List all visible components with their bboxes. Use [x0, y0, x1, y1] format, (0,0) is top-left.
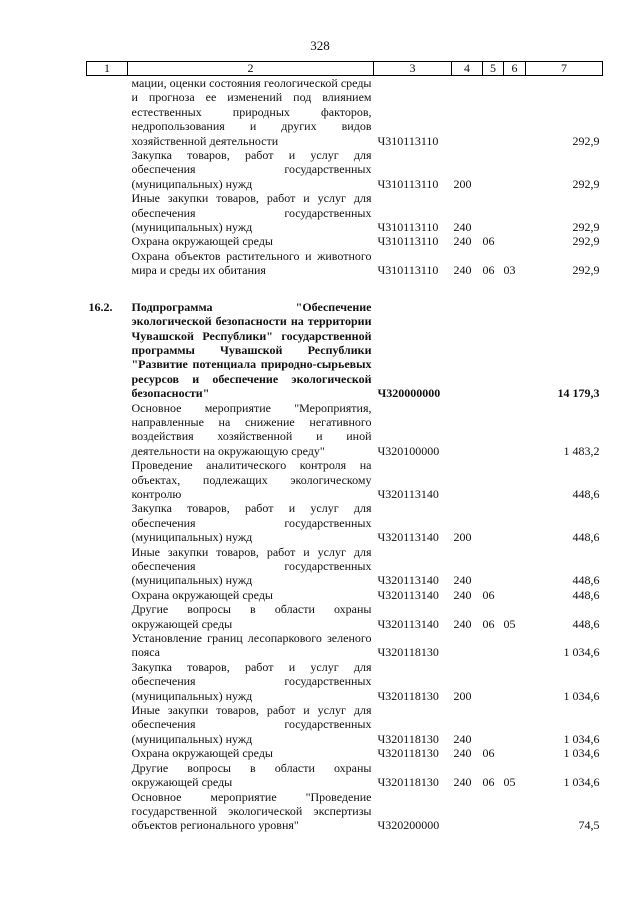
row-subsection — [504, 234, 526, 248]
row-code: Ч310113110 — [377, 263, 439, 278]
row-index — [87, 458, 128, 501]
row-code: Ч320113140 — [377, 486, 439, 501]
header-row — [87, 62, 603, 76]
row-index — [87, 602, 128, 631]
row-name: Охрана окружающей среды — [131, 746, 273, 761]
row-section — [483, 76, 504, 149]
row-section — [483, 790, 504, 833]
row-section — [483, 401, 504, 459]
row-subsection — [504, 148, 526, 191]
row-expense-type: 240 — [453, 234, 472, 249]
row-amount: 448,6 — [572, 486, 600, 501]
row-index — [87, 401, 128, 459]
row-name: Охрана окружающей среды — [131, 234, 273, 249]
row-subsection — [504, 660, 526, 703]
table-body — [87, 76, 603, 833]
row-expense-type: 240 — [453, 220, 472, 235]
row-section — [483, 300, 504, 401]
page-number: 328 — [310, 38, 330, 53]
header-cell: 7 — [526, 62, 603, 76]
row-name: Другие вопросы в области охраны окружающей среды — [131, 602, 372, 631]
row-expense-type: 200 — [453, 176, 472, 191]
row-amount: 448,6 — [572, 616, 600, 631]
row-subsection: 05 — [503, 775, 516, 790]
table-row — [87, 631, 603, 660]
spacer-row — [87, 278, 603, 300]
row-index — [87, 631, 128, 660]
table-row — [87, 234, 603, 248]
row-code: Ч310113110 — [377, 133, 439, 148]
row-index — [87, 761, 128, 790]
row-expense-type — [452, 458, 483, 501]
row-section: 06 — [482, 587, 495, 602]
row-amount: 448,6 — [572, 587, 600, 602]
row-index — [87, 234, 128, 248]
table-row — [87, 790, 603, 833]
row-index — [87, 660, 128, 703]
row-name: Проведение аналитического контроля на объектах, подлежащих экологическому контролю — [131, 458, 372, 501]
row-amount: 1 034,6 — [563, 731, 600, 746]
row-expense-type: 240 — [453, 616, 472, 631]
row-expense-type — [452, 790, 483, 833]
row-code: Ч310113110 — [377, 176, 439, 191]
budget-table — [86, 61, 603, 833]
row-code: Ч310113110 — [377, 220, 439, 235]
row-subsection — [504, 458, 526, 501]
row-code: Ч320113140 — [377, 616, 439, 631]
row-subsection — [504, 545, 526, 588]
row-amount: 1 034,6 — [563, 688, 600, 703]
row-expense-type: 240 — [453, 587, 472, 602]
row-section — [483, 191, 504, 234]
row-name: Другие вопросы в области охраны окружающей среды — [131, 760, 372, 790]
row-expense-type: 240 — [453, 775, 472, 790]
table-row — [87, 602, 603, 631]
table-row — [87, 588, 603, 602]
row-amount: 1 034,6 — [563, 775, 600, 790]
row-expense-type: 200 — [453, 688, 472, 703]
table-row — [87, 148, 603, 191]
row-section — [483, 660, 504, 703]
row-section — [483, 501, 504, 544]
row-code: Ч320113140 — [377, 530, 439, 545]
row-index — [87, 703, 128, 746]
row-code: Ч320118130 — [377, 645, 439, 660]
table-row — [87, 660, 603, 703]
row-expense-type — [452, 401, 483, 459]
row-expense-type: 240 — [453, 731, 472, 746]
row-code: Ч320118130 — [377, 746, 439, 761]
row-expense-type: 240 — [453, 746, 472, 761]
row-code: Ч320118130 — [377, 731, 439, 746]
row-amount: 292,9 — [572, 220, 600, 235]
row-amount: 14 179,3 — [557, 386, 600, 401]
row-name: Иные закупки товаров, работ и услуг для обеспечения государственных (муниципальных) нужд — [131, 544, 372, 588]
row-expense-type — [452, 631, 483, 660]
row-subsection — [504, 76, 526, 149]
row-subsection — [504, 746, 526, 760]
row-expense-type — [452, 300, 483, 401]
row-index — [87, 746, 128, 760]
row-index — [87, 148, 128, 191]
row-subsection: 03 — [503, 263, 516, 278]
table-row — [87, 249, 603, 278]
table-row — [87, 458, 603, 501]
row-subsection — [504, 631, 526, 660]
table-row — [87, 401, 603, 459]
row-subsection — [504, 401, 526, 459]
row-expense-type: 240 — [453, 263, 472, 278]
row-code: Ч320113140 — [377, 573, 439, 588]
row-name: Установление границ лесопаркового зеленого пояса — [131, 631, 372, 660]
table-row — [87, 761, 603, 790]
row-amount: 1 034,6 — [563, 746, 600, 761]
row-section: 06 — [482, 263, 495, 278]
row-subsection — [504, 588, 526, 602]
header-cell: 6 — [504, 62, 526, 76]
row-section: 06 — [482, 234, 495, 249]
row-name: Закупка товаров, работ и услуг для обеспечения государственных (муниципальных) нужд — [131, 659, 372, 703]
table-row — [87, 191, 603, 234]
row-name: Закупка товаров, работ и услуг для обеспечения государственных (муниципальных) нужд — [131, 148, 372, 191]
row-expense-type: 240 — [453, 573, 472, 588]
row-name: Иные закупки товаров, работ и услуг для обеспечения государственных (муниципальных) нужд — [131, 191, 372, 235]
row-index — [87, 588, 128, 602]
row-subsection — [504, 790, 526, 833]
row-section: 06 — [482, 616, 495, 631]
row-name: Подпрограмма "Обеспечение экологической безопасности на территории Чувашской Республики" государственной программы Чувашской Республики "Развитие потенциала природно-сырьевых ресурсов и обеспечение экологической безопасности" — [131, 299, 372, 401]
row-expense-type — [452, 76, 483, 149]
row-name: Иные закупки товаров, работ и услуг для обеспечения государственных (муниципальных) нужд — [131, 703, 372, 746]
row-index — [87, 790, 128, 833]
row-section: 06 — [482, 746, 495, 761]
row-amount: 1 034,6 — [563, 645, 600, 660]
row-subsection — [504, 191, 526, 234]
table-row — [87, 501, 603, 544]
row-code: Ч320118130 — [377, 688, 439, 703]
row-name: Основное мероприятие "Проведение государственной экологической экспертизы объектов регионального уровня" — [131, 789, 372, 833]
row-code: Ч320100000 — [377, 443, 440, 458]
row-index — [87, 501, 128, 544]
row-index — [87, 249, 128, 278]
row-name: Охрана окружающей среды — [131, 587, 273, 602]
row-section — [483, 148, 504, 191]
spacer-cell — [87, 278, 603, 300]
row-code: Ч320200000 — [377, 818, 440, 833]
row-name: мации, оценки состояния геологической среды и прогноза ее изменений под влиянием естественных природных факторов, недропользования и других видов хозяйственной деятельности — [131, 76, 372, 148]
row-index — [87, 545, 128, 588]
table-header — [87, 62, 603, 76]
row-section — [483, 458, 504, 501]
row-amount: 292,9 — [572, 263, 600, 278]
header-cell: 4 — [452, 62, 483, 76]
table-row — [87, 545, 603, 588]
row-subsection — [504, 501, 526, 544]
row-name: Основное мероприятие "Мероприятия, направленные на снижение негативного воздействия хозяйственной и иной деятельности на окружающую среду" — [131, 400, 372, 458]
row-name: Закупка товаров, работ и услуг для обеспечения государственных (муниципальных) нужд — [131, 501, 372, 545]
row-amount: 448,6 — [572, 573, 600, 588]
row-expense-type: 200 — [453, 530, 472, 545]
row-code: Ч320000000 — [377, 386, 441, 401]
row-amount: 448,6 — [572, 530, 600, 545]
row-subsection — [504, 703, 526, 746]
row-section — [483, 703, 504, 746]
header-cell: 3 — [374, 62, 452, 76]
header-cell: 5 — [483, 62, 504, 76]
table-row — [87, 703, 603, 746]
row-amount: 292,9 — [572, 176, 600, 191]
row-amount: 292,9 — [572, 234, 600, 249]
row-index: 16.2. — [88, 299, 113, 314]
row-amount: 292,9 — [572, 133, 600, 148]
header-cell: 2 — [128, 62, 374, 76]
row-subsection — [504, 300, 526, 401]
row-index — [87, 191, 128, 234]
row-section — [483, 631, 504, 660]
row-section — [483, 545, 504, 588]
row-index — [87, 76, 128, 149]
row-amount: 74,5 — [578, 818, 600, 833]
row-section: 06 — [482, 775, 495, 790]
row-name: Охрана объектов растительного и животного мира и среды их обитания — [131, 248, 372, 278]
row-subsection: 05 — [503, 616, 516, 631]
row-code: Ч320113140 — [377, 587, 439, 602]
header-cell: 1 — [87, 62, 128, 76]
row-amount: 1 483,2 — [563, 443, 600, 458]
table-row — [87, 300, 603, 401]
table-row — [87, 746, 603, 760]
row-code: Ч320118130 — [377, 775, 439, 790]
table-row — [87, 76, 603, 149]
row-code: Ч310113110 — [377, 234, 439, 249]
